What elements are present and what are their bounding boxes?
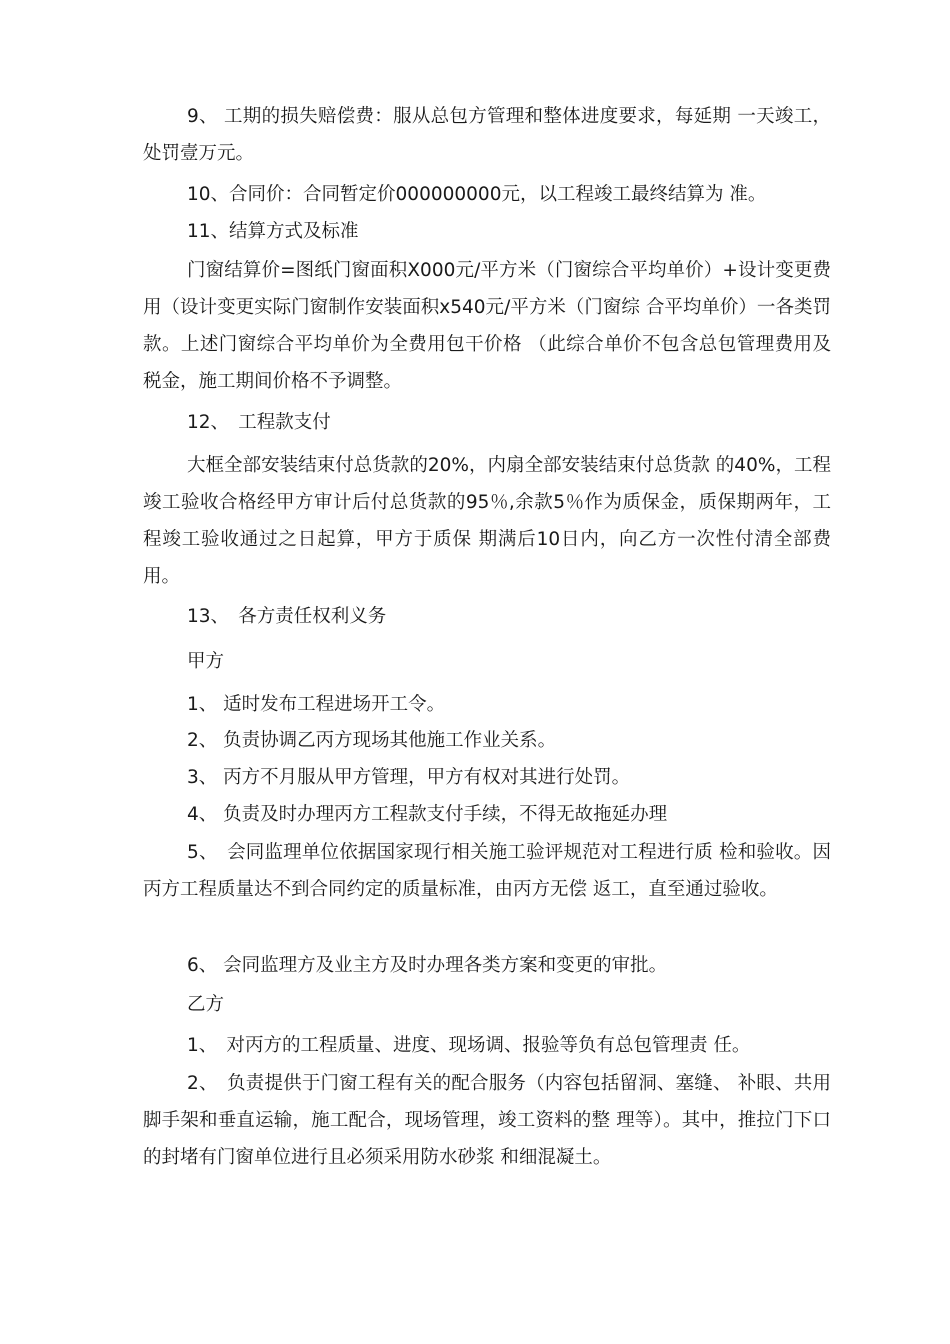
party-a-item-5: 5、 会同监理单位依据国家现行相关施工验评规范对工程进行质 检和验收。因丙方工程质量达不到合同约定的质量标准，由丙方无偿 返工，直至通过验收。 [143, 842, 831, 900]
party-b-item-1: 1、 对丙方的工程质量、进度、现场调、报验等负有总包管理责 任。 [187, 1035, 751, 1056]
party-a-item-6: 6、 会同监理方及业主方及时办理各类方案和变更的审批。 [187, 955, 668, 976]
clause-13-heading: 13、 各方责任权利义务 [187, 606, 387, 627]
party-a-item-3: 3、 丙方不月服从甲方管理，甲方有权对其进行处罚。 [187, 767, 631, 788]
party-a-heading: 甲方 [187, 651, 225, 672]
clause-10-contract-price: 10、合同价：合同暂定价000000000元，以工程竣工最终结算为 准。 [187, 184, 767, 205]
clause-12-payment-body: 大框全部安装结束付总货款的20%，内扇全部安装结束付总货款 的40%，工程竣工验收合格经甲方审计后付总货款的95％,余款5％作为质保金，质保期两年，工程竣工验收通过之日起算，甲方于质保 期满后10日内，向乙方一次性付清全部费用。 [143, 455, 831, 587]
clause-11-settlement-body: 门窗结算价=图纸门窗面积X000元/平方米（门窗综合平均单价）+设计变更费用（设计变更实际门窗制作安装面积x540元/平方米（门窗综 合平均单价）一各类罚款。上述门窗综合平均单价为全费用包干价格 （此综合单价不包含总包管理费用及税金，施工期间价格不予调整。 [143, 260, 831, 392]
clause-9-delay-penalty: 9、 工期的损失赔偿费：服从总包方管理和整体进度要求，每延期 一天竣工，处罚壹万元。 [143, 106, 831, 164]
party-a-item-4: 4、 负责及时办理丙方工程款支付手续，不得无故拖延办理 [187, 804, 668, 825]
party-a-item-1: 1、 适时发布工程进场开工令。 [187, 694, 446, 715]
clause-11-heading: 11、结算方式及标准 [187, 221, 359, 242]
party-b-item-2: 2、 负责提供于门窗工程有关的配合服务（内容包括留洞、塞缝、 补眼、共用脚手架和垂直运输，施工配合，现场管理，竣工资料的整 理等）。其中，推拉门下口的封堵有门窗单位进行且必须采用防水砂浆 和细混凝土。 [143, 1073, 831, 1168]
clause-12-heading: 12、 工程款支付 [187, 412, 331, 433]
party-b-heading: 乙方 [187, 994, 225, 1015]
party-a-item-2: 2、 负责协调乙丙方现场其他施工作业关系。 [187, 730, 557, 751]
